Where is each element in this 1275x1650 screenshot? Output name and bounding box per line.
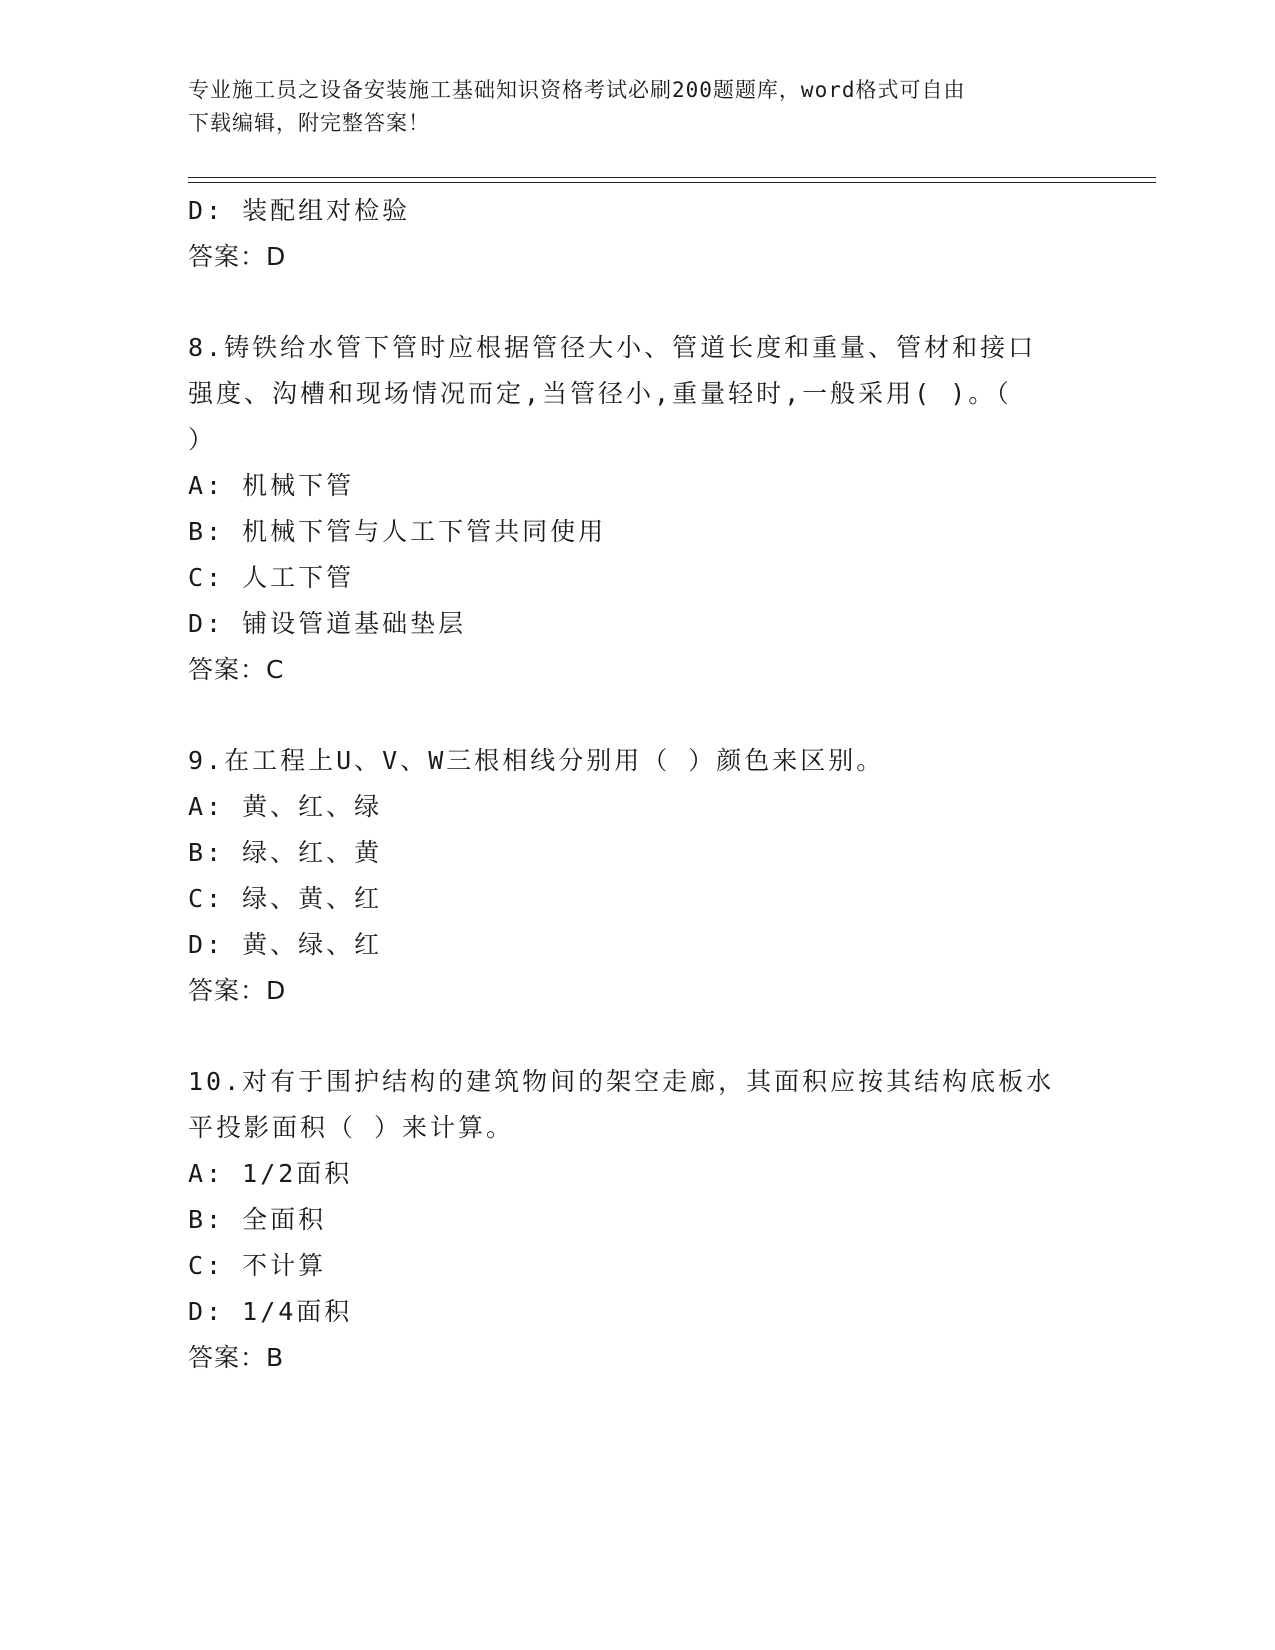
question-text-line: ） — [188, 425, 217, 454]
header-rule-top — [188, 177, 1156, 178]
option-c: C: 人工下管 — [188, 563, 355, 592]
question-text-line: 9.在工程上U、V、W三根相线分别用（ ）颜色来区别。 — [188, 746, 885, 775]
question-text-line: 强度、沟槽和现场情况而定,当管径小,重量轻时,一般采用( )。（ — [188, 379, 1012, 408]
question-list — [188, 188, 1088, 1381]
option-d: D: 铺设管道基础垫层 — [188, 609, 467, 638]
question-8 — [188, 325, 1088, 693]
question-text-line: 平投影面积（ ）来计算。 — [188, 1113, 515, 1142]
document-header — [188, 74, 1088, 140]
question-text-line: 10.对有于围护结构的建筑物间的架空走廊，其面积应按其结构底板水 — [188, 1067, 1055, 1096]
header-line-1: 专业施工员之设备安装施工基础知识资格考试必刷200题题库，word格式可自由 — [188, 78, 966, 102]
option-b: B: 绿、红、黄 — [188, 838, 383, 867]
option-d: D: 1/4面积 — [188, 1297, 353, 1326]
option-d: D: 装配组对检验 — [188, 196, 411, 225]
question-9 — [188, 738, 1088, 1014]
option-c: C: 不计算 — [188, 1251, 327, 1280]
option-a: A: 机械下管 — [188, 471, 355, 500]
answer-line: 答案：D — [188, 976, 287, 1005]
answer-line: 答案：C — [188, 655, 285, 684]
answer-line: 答案：D — [188, 242, 287, 271]
question-10 — [188, 1059, 1088, 1381]
option-c: C: 绿、黄、红 — [188, 884, 383, 913]
answer-line: 答案：B — [188, 1343, 285, 1372]
option-a: A: 1/2面积 — [188, 1159, 353, 1188]
previous-question-tail — [188, 188, 1088, 280]
header-line-2: 下载编辑，附完整答案！ — [188, 111, 430, 135]
option-d: D: 黄、绿、红 — [188, 930, 383, 959]
question-text-line: 8.铸铁给水管下管时应根据管径大小、管道长度和重量、管材和接口 — [188, 333, 1037, 362]
option-b: B: 机械下管与人工下管共同使用 — [188, 517, 607, 546]
option-a: A: 黄、红、绿 — [188, 792, 383, 821]
header-rule-bottom — [188, 182, 1156, 183]
option-b: B: 全面积 — [188, 1205, 327, 1234]
